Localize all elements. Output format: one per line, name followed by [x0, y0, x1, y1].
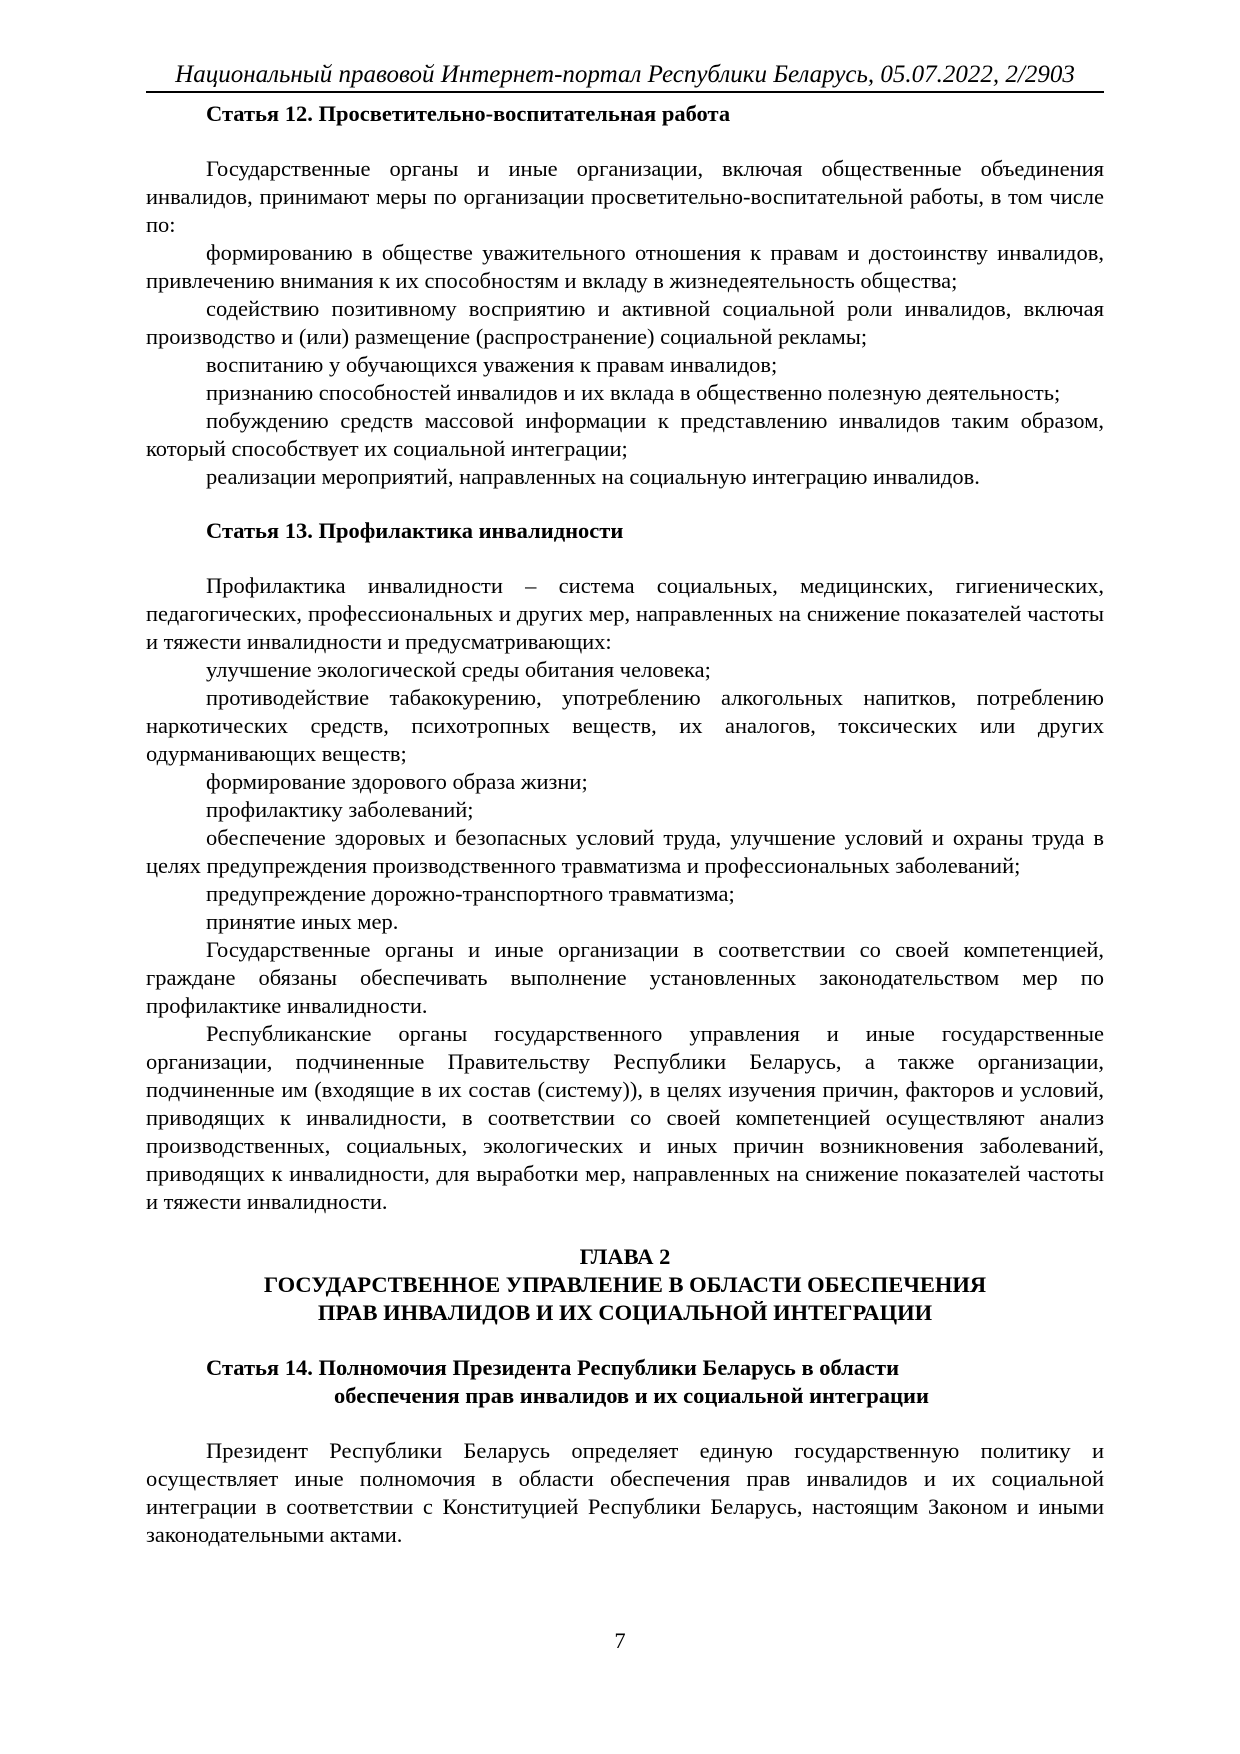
- article-12-paragraph: формированию в обществе уважительного отношения к правам и достоинству инвалидов, привлечению внимания к их способностям и вкладу в жизнедеятельность общества;: [146, 240, 1104, 293]
- article-13-paragraph: предупреждение дорожно-транспортного травматизма;: [206, 881, 735, 906]
- article-13-title: Статья 13. Профилактика инвалидности: [206, 518, 624, 543]
- article-12-paragraph: Государственные органы и иные организации, включая общественные объединения инвалидов, принимают меры по организации просветительно-воспитательной работы, в том числе по:: [146, 156, 1104, 237]
- page-header: Национальный правовой Интернет-портал Республики Беларусь, 05.07.2022, 2/2903: [175, 61, 1075, 88]
- article-14-title-line-2: обеспечения прав инвалидов и их социальной интеграции: [334, 1383, 929, 1408]
- chapter-title-line-1: ГОСУДАРСТВЕННОЕ УПРАВЛЕНИЕ В ОБЛАСТИ ОБЕСПЕЧЕНИЯ: [263, 1272, 987, 1297]
- page-number: 7: [614, 1628, 626, 1653]
- article-13-paragraph: профилактику заболеваний;: [206, 797, 474, 822]
- article-14-title-line-1: Статья 14. Полномочия Президента Республики Беларусь в области: [206, 1355, 900, 1380]
- article-14-title: [146, 1354, 1104, 1410]
- article-13-paragraph: Государственные органы и иные организации в соответствии со своей компетенцией, граждане обязаны обеспечивать выполнение установленных законодательством мер по профилактике инвалидности.: [146, 937, 1104, 1018]
- article-13-paragraph: формирование здорового образа жизни;: [206, 769, 588, 794]
- article-12-paragraph: реализации мероприятий, направленных на социальную интеграцию инвалидов.: [206, 464, 980, 489]
- article-12-paragraph: содействию позитивному восприятию и активной социальной роли инвалидов, включая производство и (или) размещение (распространение) социальной рекламы;: [146, 296, 1104, 349]
- article-12-paragraph: признанию способностей инвалидов и их вклада в общественно полезную деятельность;: [206, 380, 1061, 405]
- article-13-paragraph: обеспечение здоровых и безопасных условий труда, улучшение условий и охраны труда в целях предупреждения производственного травматизма и профессиональных заболеваний;: [146, 825, 1104, 878]
- page-content: [146, 100, 1104, 1549]
- article-12-title: Статья 12. Просветительно-воспитательная работа: [206, 101, 731, 126]
- article-13-paragraph: принятие иных мер.: [206, 909, 399, 934]
- article-12-paragraph: воспитанию у обучающихся уважения к правам инвалидов;: [206, 352, 778, 377]
- article-13-paragraph: противодействие табакокурению, употреблению алкогольных напитков, потреблению наркотических средств, психотропных веществ, их аналогов, токсических или других одурманивающих веществ;: [146, 685, 1104, 766]
- header-rule: [146, 91, 1104, 93]
- article-14-paragraph: Президент Республики Беларусь определяет единую государственную политику и осуществляет иные полномочия в области обеспечения прав инвалидов и их социальной интеграции в соответствии с Конституцией Республики Беларусь, настоящим Законом и иными законодательными актами.: [146, 1438, 1104, 1547]
- article-13-paragraph: Республиканские органы государственного управления и иные государственные организации, подчиненные Правительству Республики Беларусь, а также организации, подчиненные им (входящие в их состав (систему)), в целях изучения причин, факторов и условий, приводящих к инвалидности, в соответствии со своей компетенцией осуществляют анализ производственных, социальных, экологических и иных причин возникновения заболеваний, приводящих к инвалидности, для выработки мер, направленных на снижение показателей частоты и тяжести инвалидности.: [146, 1021, 1104, 1214]
- chapter-number: ГЛАВА 2: [579, 1244, 671, 1269]
- article-13-paragraph: улучшение экологической среды обитания человека;: [206, 657, 711, 682]
- chapter-title-line-2: ПРАВ ИНВАЛИДОВ И ИХ СОЦИАЛЬНОЙ ИНТЕГРАЦИИ: [317, 1300, 933, 1325]
- article-12-paragraph: побуждению средств массовой информации к представлению инвалидов таким образом, который способствует их социальной интеграции;: [146, 408, 1104, 461]
- article-13-paragraph: Профилактика инвалидности – система социальных, медицинских, гигиенических, педагогических, профессиональных и других мер, направленных на снижение показателей частоты и тяжести инвалидности и предусматривающих:: [146, 573, 1104, 654]
